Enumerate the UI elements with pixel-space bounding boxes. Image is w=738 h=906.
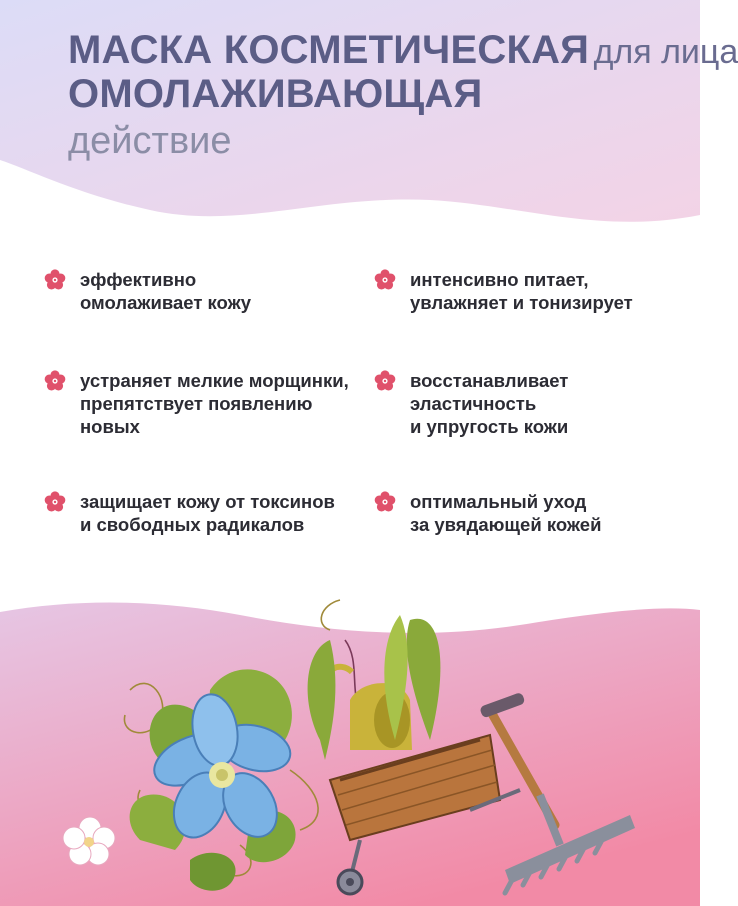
title-line-1 <box>68 28 738 78</box>
white-flower-icon <box>63 817 115 865</box>
feature-item <box>44 369 349 438</box>
rake-icon <box>479 692 635 893</box>
header <box>68 28 738 162</box>
feature-text: восстанавливает эластичность и упругость кожи <box>410 370 569 437</box>
feature-item <box>374 490 601 536</box>
feature-text: оптимальный уход за увядающей кожей <box>410 491 602 535</box>
feature-item <box>44 268 251 314</box>
feature-item <box>374 268 633 314</box>
flower-icon <box>374 370 396 392</box>
title-thin-1: для лица <box>593 33 738 71</box>
wheelbarrow-icon <box>330 735 520 894</box>
title-thin-2: действие <box>68 120 232 162</box>
feature-text: интенсивно питает, увлажняет и тонизирует <box>410 269 633 313</box>
feature-text: эффективно омолаживает кожу <box>80 269 252 313</box>
flower-icon <box>374 491 396 513</box>
feature-text: защищает кожу от токсинов и свободных радикалов <box>80 491 335 535</box>
feature-text: устраняет мелкие морщинки, препятствует появлению новых <box>80 370 349 437</box>
title-bold-2: ОМОЛАЖИВАЮЩАЯ <box>68 72 483 116</box>
flower-icon <box>374 269 396 291</box>
feature-item <box>374 369 568 438</box>
title-bold-1: МАСКА КОСМЕТИЧЕСКАЯ <box>68 28 590 72</box>
feature-item <box>44 490 335 536</box>
title-line-2 <box>68 74 668 122</box>
garden-illustration <box>0 590 700 906</box>
flower-icon <box>44 370 66 392</box>
flower-icon <box>44 491 66 513</box>
flower-icon <box>44 269 66 291</box>
